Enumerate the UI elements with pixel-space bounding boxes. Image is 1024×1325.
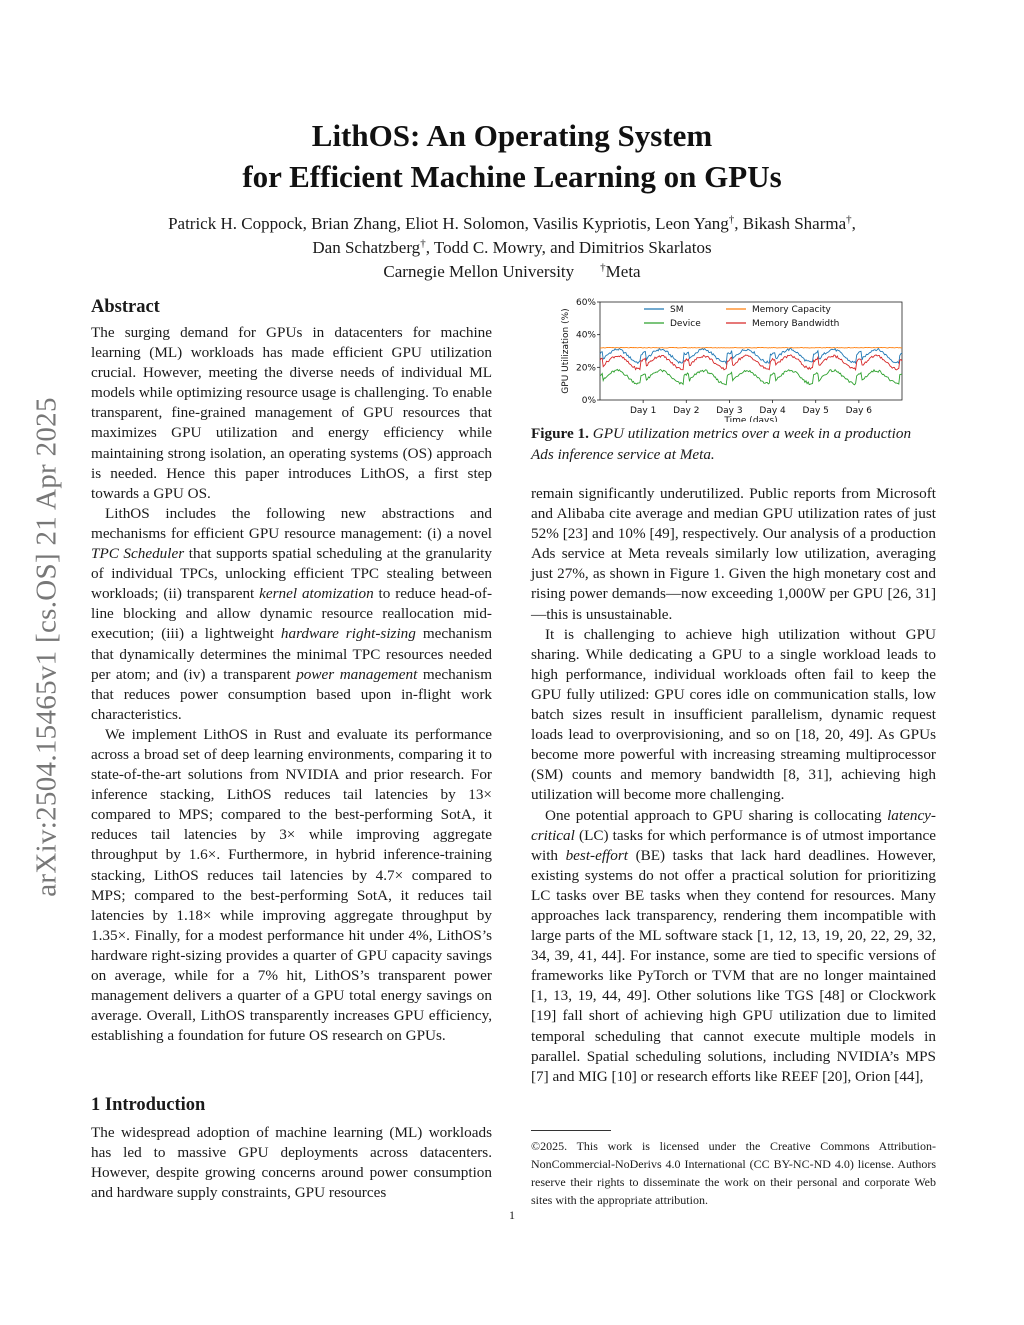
x-tick-label: Day 3 xyxy=(716,406,743,416)
abstract-paragraph-2: LithOS includes the following new abstractions and mechanisms for efficient GPU resource management: (i) a novel TPC Scheduler that supports spatial scheduling at the granularity of individual TPCs, unlocking efficient TPC stealing between workloads; (ii) transparent kernel atomization to reduce head-of-line blocking and allow dynamic resource reallocation mid-execution; (iii) a lightweight hardware right-sizing mechanism that dynamically determines the minimal TPC resources needed per atom; and (iv) a transparent power management mechanism that reduces power consumption based upon in-flight work characteristics. xyxy=(91,504,493,723)
author-list-line-2 xyxy=(60,236,964,260)
x-axis-label: Time (days) xyxy=(724,416,778,422)
author-names-2: , Bikash Sharma xyxy=(734,214,847,233)
right-column-body xyxy=(531,484,936,1087)
caption-text: GPU utilization metrics over a week in a production Ads inference service at Meta. xyxy=(531,425,912,463)
y-tick-label: 20% xyxy=(575,363,596,374)
legend-label: SM xyxy=(670,305,684,315)
paper-title-line-1: LithOS: An Operating System xyxy=(311,118,713,153)
legend-label: Memory Bandwidth xyxy=(752,319,840,329)
x-tick-label: Day 6 xyxy=(845,406,873,416)
figure-1-caption xyxy=(531,424,936,465)
dagger-mark: † xyxy=(728,213,735,226)
x-tick-label: Day 1 xyxy=(629,406,657,416)
series-line-memory-capacity xyxy=(600,348,902,349)
legend-label: Memory Capacity xyxy=(752,305,831,315)
footnote-rule xyxy=(531,1130,611,1131)
dagger-mark: † xyxy=(420,237,426,250)
abstract-paragraph-1: The surging demand for GPUs in datacenters for machine learning (ML) workloads has made efficient GPU utilization crucial. However, meeting the diverse needs of individual ML models while optimizing resource usage is challenging. To enable transparent, fine-grained management of GPU resources that maximizes GPU utilization and energy efficiency while maintaining strong isolation, an operating systems (OS) approach is needed. Hence this paper introduces LithOS, a first step towards a GPU OS. xyxy=(91,324,492,502)
page-number: 1 xyxy=(509,1208,515,1222)
utilization-line-chart xyxy=(556,296,930,422)
author-names-4: , Todd C. Mowry, and Dimitrios Skarlatos xyxy=(425,238,712,257)
y-tick-label: 0% xyxy=(581,396,596,406)
abstract-paragraph-3: We implement LithOS in Rust and evaluate its performance across a broad set of deep learning environments, comparing it to state-of-the-art solutions from NVIDIA and prior research. For inference stacking, LithOS reduces tail latencies by 13× compared to MPS; compared to the best-performing SotA, it reduces tail latencies by 3× while improving aggregate throughput by 1.6×. Furthermore, in hybrid inference-training stacking, LithOS reduces tail latencies by 4.7× compared to MPS; compared to the best-performing SotA, it reduces tail latencies by 1.18× while improving aggregate throughput by 1.35×. Finally, for a modest performance hit under 4%, LithOS’s hardware right-sizing provides a quarter of GPU capacity savings on average, while for a 7% hit, LithOS’s transparent power management delivers a quarter of a GPU total energy savings on average. Overall, LithOS transparently increases GPU efficiency, establishing a foundation for future OS research on GPUs. xyxy=(91,725,492,1045)
arxiv-stamp-text: arXiv:2504.15465v1 [cs.OS] 21 Apr 2025 xyxy=(30,397,63,897)
x-tick-label: Day 5 xyxy=(802,406,829,416)
caption-label: Figure 1. xyxy=(531,425,589,442)
author-names-3: Dan Schatzberg xyxy=(312,238,421,257)
legend-label: Device xyxy=(670,319,701,329)
affiliation-meta: Meta xyxy=(605,262,641,281)
intro-paragraph-1: The widespread adoption of machine learning (ML) workloads has led to massive GPU deployments across datacenters. However, despite growing concerns around power consumption and hardware supply constraints, GPU resources xyxy=(91,1124,492,1202)
introduction-body xyxy=(91,1123,492,1203)
series-line-device xyxy=(600,369,902,384)
paper-title-line-2: for Efficient Machine Learning on GPUs xyxy=(242,159,782,194)
x-tick-label: Day 4 xyxy=(759,406,786,416)
license-footnote: ©2025. This work is licensed under the Creative Commons Attribution-NonCommercial-NoDerivs 4.0 International (CC BY-NC-ND 4.0) license. Authors reserve their rights to disseminate the work on their personal and corporate Web sites with the appropriate attribution. xyxy=(531,1139,936,1207)
author-comma: , xyxy=(851,214,856,233)
y-axis-label: GPU Utilization (%) xyxy=(561,308,571,394)
col2-paragraph-1: remain significantly underutilized. Public reports from Microsoft and Alibaba cite average and median GPU utilization rates of just 52% [23] and 10% [49], respectively. Our analysis of a production Ads service at Meta reveals similarly low utilization, averaging just 27%, as shown in Figure 1. Given the high monetary cost and rising power demands—now exceeding 1,000W per GPU [26, 31]—this is unsustainable. xyxy=(531,485,936,623)
author-list-line-1 xyxy=(60,212,964,236)
col2-paragraph-3: One potential approach to GPU sharing is collocating latency-critical (LC) tasks for which performance is of utmost importance with best-effort (BE) tasks that lack hard deadlines. However, existing systems do not offer a practical solution for prioritizing LC tasks over BE tasks when they contend for resources. Many approaches lack transparency, rendering them incompatible with large parts of the ML software stack [1, 12, 13, 19, 20, 22, 29, 32, 34, 39, 41, 44]. For instance, some are tied to specific versions of frameworks like PyTorch or TVM that are no longer maintained [1, 13, 19, 44, 49]. Other solutions like TGS [48] or Clockwork [19] fall short of achieving high GPU utilization due to limited temporal scheduling that cannot execute multiple models in parallel. Spatial scheduling solutions, including NVIDIA’s MPS [7] and MIG [10] or research efforts like REEF [20], Orion [44], xyxy=(531,806,936,1085)
abstract-heading: Abstract xyxy=(91,297,160,317)
introduction-heading: 1 Introduction xyxy=(91,1095,206,1115)
affiliation-cmu: Carnegie Mellon University xyxy=(383,262,575,281)
col2-paragraph-2: It is challenging to achieve high utilization without GPU sharing. While dedicating a GPU to a single workload leads to high performance, individual workloads often fail to keep the GPU fully utilized: GPU cores idle on communication stalls, low batch sizes result in insufficient parallelism, dynamic request loads lead to overprovisioning, and so on [18, 20, 49]. As GPUs become more powerful with increasing streaming multiprocessor (SM) counts and memory bandwidth [8, 31], achieving high utilization will become more challenging. xyxy=(531,625,936,804)
y-tick-label: 60% xyxy=(575,298,596,308)
abstract-body xyxy=(91,323,492,1046)
x-tick-label: Day 2 xyxy=(673,406,700,416)
author-names-1: Patrick H. Coppock, Brian Zhang, Eliot H. Solomon, Vasilis Kypriotis, Leon Yang xyxy=(168,214,729,233)
affiliations xyxy=(60,260,964,284)
figure-1-chart xyxy=(556,296,930,422)
dagger-mark: † xyxy=(600,261,606,274)
arxiv-side-stamp xyxy=(22,352,72,942)
dagger-mark: † xyxy=(846,213,852,226)
y-tick-label: 40% xyxy=(575,330,596,341)
